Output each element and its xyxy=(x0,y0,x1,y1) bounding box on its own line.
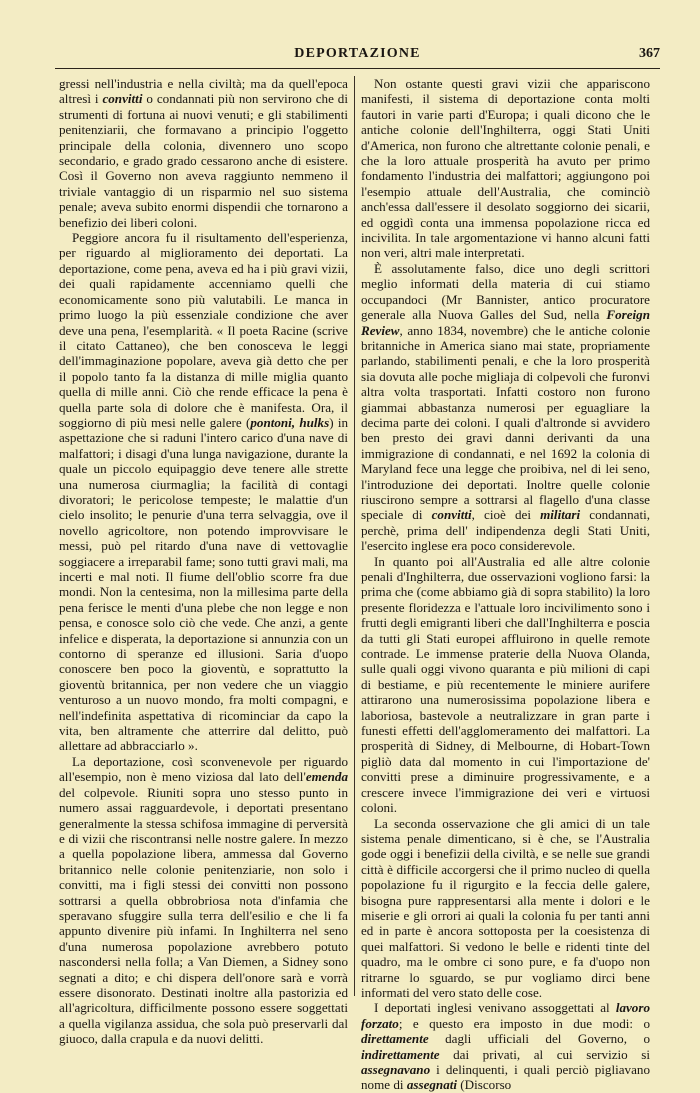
header-rule xyxy=(55,68,660,69)
paragraph: Non ostante questi gravi vizii che appariscono manifesti, il sistema di deportazione conta molti fautori in varie parti d'Europa; i quali dicono che le antiche colonie dell'Inghilterra, oggi Stati Uniti d'America, non furono che altrettante colonie penali, e che la loro attuale prosperità ha avuto per primo fondamento l'industria dei malfattori; aggiungono poi l'esempio attuale dell'Australia, che cominciò anch'essa dall'essere il desolato soggiorno dei sicarii, ed oggidì conta una immensa popolazione ricca ed incivilita. In tale argomentazione vi hanno alcuni fatti non veri, altri male interpretati. xyxy=(361,76,650,261)
page-number: 367 xyxy=(639,46,660,61)
paragraph: gressi nell'industria e nella civiltà; ma da quell'epoca altresì i convitti o condannati più non servirono che di strumenti di fortuna ai nuovi venuti; e gli stabilimenti penitenziarii, che formavano a principio l'oggetto principale della colonia, divennero uno scopo secondario, e grado grado cessarono anche di esistere. Così il Governo non aveva raggiunto nemmeno il triviale vantaggio di un risparmio nel suo sistema penale; aveva subito enormi dispendii che tornarono a benefizio dei liberi coloni. xyxy=(59,76,348,230)
emphasized-term: convitti xyxy=(102,91,143,107)
page-header xyxy=(55,46,660,64)
right-column xyxy=(361,76,650,1093)
emphasized-term: militari xyxy=(540,507,581,523)
emphasized-term: convitti xyxy=(431,507,472,523)
left-column xyxy=(59,76,349,1047)
emphasized-term: Foreign Review xyxy=(361,307,650,338)
emphasized-term: pontoni, hulks xyxy=(250,414,330,430)
running-title: DEPORTAZIONE xyxy=(294,46,421,61)
emphasized-term: emenda xyxy=(305,769,348,785)
paragraph: In quanto poi all'Australia ed alle altre colonie penali d'Inghilterra, due osservazioni vogliono farsi: la prima che (come abbiamo già di sopra stabilito) la loro presente floridezza e l'attuale loro incivilimento sono i frutti degli emigranti liberi che dall'Inghilterra e poscia da tutti gli Stati europei affluirono in quelle remote contrade. Le immense praterie della Nuova Olanda, sulle quali oggi vivono quaranta e più milioni di capi di bestiame, e più recentemente le miniere aurifere attirarono una numerosissima popolazione libera e laboriosa, bastevole a neutralizzare in gran parte i funesti effetti dell'agglomeramento dei malfattori. La prosperità di Sidney, di Melbourne, di Hobart-Town pigliò data dal momento in cui l'importazione de' convitti prese a diminuire progressivamente, e a crescere invece l'immigrazione dei veri e virtuosi coloni. xyxy=(361,553,650,816)
paragraph: Peggiore ancora fu il risultamento dell'esperienza, per riguardo al miglioramento dei deportati. La deportazione, come pena, aveva ed ha i più gravi vizii, dei quali rapidamente accenniamo quelli che economicamente sono più valutabili. Le manca in primo luogo la più essenziale condizione che aver deve una pena, l'esemplarità. « Il poeta Racine (scrive il citato Cattaneo), che ben conosceva le leggi dell'immaginazione popolare, aveva già detto che per il popolo tanto fa la distanza di mille miglia quanto quella di mille anni. Ciò che rende efficace la pena è quella parte sola di dolore che è manifesta. Ora, il soggiorno di più mesi nelle galere (pontoni, hulks) in aspettazione che si raduni l'intero carico d'una nave di malfattori; i disagi d'una lunga navigazione, durante la quale un piccolo equipaggio deve tenere alle strette una numerosa ciurmaglia; la facilità di contagi divoratori; le pericolose tempeste; le malattie d'un cielo insolito; le penurie d'una terra selvaggia, ove il novello agricoltore, non potendo improvvisare le messi, può pel ritardo d'una nave di vettovaglie soggiacere a irreparabil fame; sono tutti gravi mali, ma incerti e mal noti. Il fiume dell'oblio scorre fra due mondi. Non la centesima, non la millesima parte della pena ferisce le menti d'una plebe che non legge e non pensa, e conosce solo ciò che vede. Che anzi, a gente infelice e disperata, la deportazione si annunzia con un contorno di speranze ed illusioni. Saria d'uopo conoscere ben poco la gioventù, e soprattutto la gioventù britannica, per non vedere che un viaggio venturoso a un nuovo mondo, fra molti compagni, e nell'indefinita aspettativa di ricominciar da capo la vita, ben altramente che atterrire dal delitto, può allettare ad abbracciarlo ». xyxy=(59,230,349,754)
emphasized-term: assegnavano xyxy=(361,1062,431,1077)
emphasized-term: direttamente xyxy=(361,1031,429,1047)
paragraph: I deportati inglesi venivano assoggettati al lavoro forzato; e questo era imposto in due modi: o direttamente dagli ufficiali del Governo, o indirettamente dai privati, al cui servizio si assegnavano i delinquenti, i quali perciò pigliavano nome di assegnati (Discorso xyxy=(361,1000,650,1093)
column-divider xyxy=(354,76,355,996)
emphasized-term: assegnati xyxy=(406,1077,458,1093)
paragraph: È assolutamente falso, dice uno degli scrittori meglio informati della materia di cui stiamo occupandoci (Mr Bannister, antico procuratore generale alla Nuova Galles del Sud, nella Foreign Review, anno 1834, novembre) che le antiche colonie britanniche in America siano mai state, propriamente parlando, stabilimenti penali, e che la loro prosperità sia dovuta alle poche migliaja di colpevoli che furonvi altra volta trasportati. Infatti costoro non furono giammai abbastanza numerosi per eguagliare la decima parte dei coloni. I quali d'altronde si avvidero ben presto dei gravi danni derivanti da una immigrazione di condannati, e nel 1692 la colonia di Maryland fece una legge che proibiva, nel di lei seno, l'introduzione dei deportati. Inoltre quelle colonie riuscirono sempre a sottrarsi al flagello d'una classe speciale di convitti, cioè dei militari condannati, perchè, prima dell' indipendenza degli Stati Uniti, l'esercito inglese era poco considerevole. xyxy=(361,260,650,554)
paragraph: La deportazione, così sconvenevole per riguardo all'esempio, non è meno viziosa dal lato dell'emenda del colpevole. Riuniti sopra uno stesso punto in numero assai ragguardevole, i deportati presentano generalmente la stessa schifosa immagine di perversità e di vizii che riscontransi nelle nostre galere. In mezzo a quella popolazione libera, ammessa dal Governo britannico nelle colonie penitenziarie, non solo i convitti, ma i figli stessi dei convitti non possono sottrarsi a quella obbrobriosa nota d'infamia che speravano sfuggire sulla terra dell'esilio e che li fa appunto divenire più infami. In Inghilterra nel seno d'una numerosa popolazione avrebbero potuto nascondersi nella folla; a Van Diemen, a Sidney sono segnati a dito; e chi dispera dell'onore sarà e vorrà essere disonorato. Destinati inoltre alla pastorizia ed all'agricoltura, difficilmente possono essere soggettati a quella vigilanza assidua, che sola può preservarli dal giuoco, dalla crapula e da nuovi delitti. xyxy=(59,753,348,1047)
paragraph: La seconda osservazione che gli amici di un tale sistema penale dimenticano, si è che, se l'Australia gode oggi i benefizii della civiltà, e se nelle sue grandi città è difficile accorgersi che il primo nucleo di quella popolazione fu il rigurgito e la feccia delle galere, bisogna pure rappresentarsi alla mente i dolori e le miserie e gli orrori ai quali la colonia fu per tanti anni ed in parte è ancora sottoposta per la coesistenza di quei malfattori. Si vedono le belle e ridenti tinte del quadro, ma le ombre ci sono pure, e fa d'uopo non ritrarne lo sguardo, se pur vogliamo dirci bene informati del vero stato delle cose. xyxy=(361,815,650,1000)
emphasized-term: lavoro forzato xyxy=(361,1000,650,1031)
emphasized-term: indirettamente xyxy=(361,1046,440,1062)
